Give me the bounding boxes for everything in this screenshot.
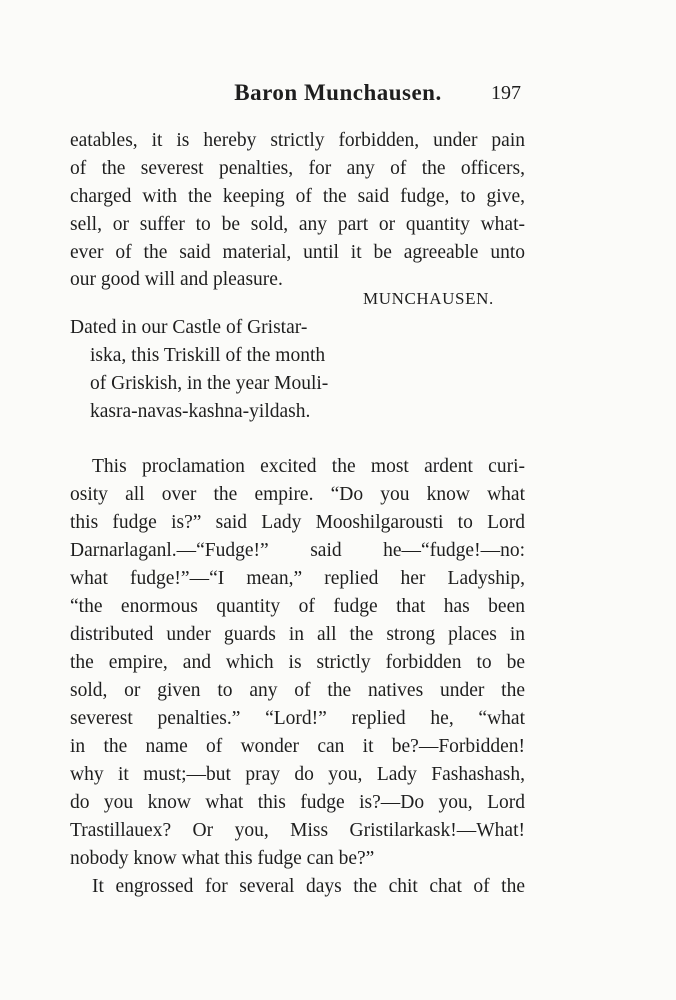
signature: MUNCHAUSEN. [363, 289, 494, 308]
text-line: Trastillauex? Or you, Miss Gristilarkask!—What! [70, 820, 525, 841]
text-line: This proclamation excited the most ardent curi- [92, 456, 525, 477]
text-line: the empire, and which is strictly forbidden to be [70, 652, 525, 673]
running-title: Baron Munchausen. [234, 80, 442, 105]
text-line: It engrossed for several days the chit chat of the [92, 876, 525, 897]
dated-line: kasra-navas-kashna-yildash. [90, 401, 311, 422]
text-line: “the enormous quantity of fudge that has been [70, 596, 525, 617]
text-line: in the name of wonder can it be?—Forbidden! [70, 736, 525, 757]
text-line: ever of the said material, until it be agreeable unto [70, 242, 525, 263]
page-number: 197 [491, 82, 521, 104]
text-line: osity all over the empire. “Do you know what [70, 484, 525, 505]
text-line: this fudge is?” said Lady Mooshilgarousti to Lord [70, 512, 525, 533]
text-line: charged with the keeping of the said fudge, to give, [70, 186, 525, 207]
text-line: why it must;—but pray do you, Lady Fashashash, [70, 764, 525, 785]
text-line: Darnarlaganl.—“Fudge!” said he—“fudge!—no: [70, 540, 525, 561]
text-line: sold, or given to any of the natives under the [70, 680, 525, 701]
dated-line: of Griskish, in the year Mouli- [90, 373, 329, 394]
text-line: distributed under guards in all the strong places in [70, 624, 525, 645]
text-line: sell, or suffer to be sold, any part or quantity what- [70, 214, 525, 235]
text-line: nobody know what this fudge can be?” [70, 848, 375, 869]
dated-line: Dated in our Castle of Gristar- [70, 317, 308, 338]
text-line: what fudge!”—“I mean,” replied her Ladyship, [70, 568, 525, 589]
text-line: of the severest penalties, for any of the officers, [70, 158, 525, 179]
dated-line: iska, this Triskill of the month [90, 345, 326, 366]
text-line: do you know what this fudge is?—Do you, Lord [70, 792, 525, 813]
text-line: eatables, it is hereby strictly forbidden, under pain [70, 130, 525, 151]
text-line: our good will and pleasure. [70, 269, 283, 290]
text-line: severest penalties.” “Lord!” replied he, “what [70, 708, 525, 729]
